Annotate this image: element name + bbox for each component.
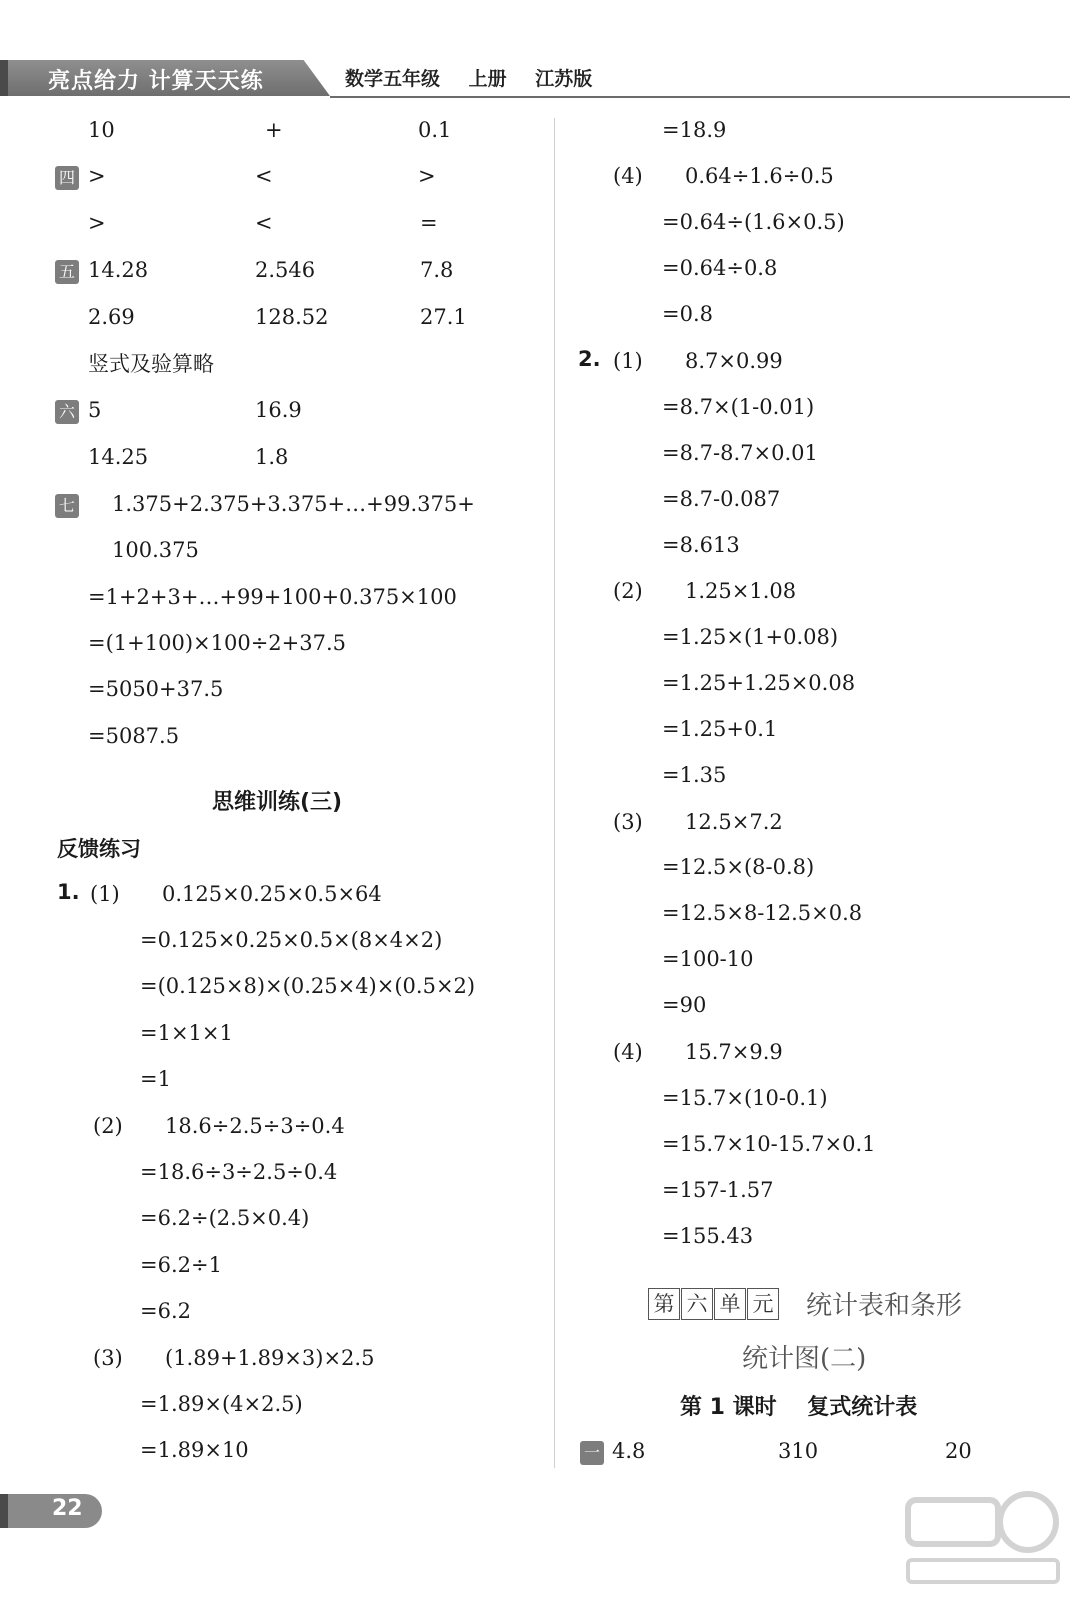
calc-line: 0.64÷1.6÷0.5 <box>685 164 834 188</box>
calc-line: =1.25+0.1 <box>662 717 778 741</box>
calc-line: =(0.125×8)×(0.25×4)×(0.5×2) <box>140 974 476 998</box>
calc-line: =12.5×(8-0.8) <box>662 855 815 879</box>
answer-cell: 4.8 <box>612 1439 646 1463</box>
answer-cell: 2.69 <box>88 305 135 329</box>
watermark-logo <box>898 1482 1068 1592</box>
part-label: (1) <box>613 349 643 373</box>
answer-cell: 27.1 <box>420 305 467 329</box>
answer-cell: 0.1 <box>418 118 452 142</box>
unit-char-box: 六 <box>681 1288 713 1320</box>
subject-label: 数学五年级 <box>345 68 441 90</box>
brand-title: 亮点给力 计算天天练 <box>48 69 264 94</box>
part-label: (2) <box>613 579 643 603</box>
unit-title-line1: 统计表和条形 <box>806 1291 963 1321</box>
page-header <box>0 56 1090 100</box>
section-badge-4: 四 <box>55 166 79 190</box>
answer-cell: > <box>88 211 106 235</box>
page-number: 22 <box>52 1496 83 1521</box>
answer-cell: > <box>88 164 106 188</box>
calc-line: =1.89×10 <box>140 1438 249 1462</box>
answer-cell: 1.8 <box>255 445 289 469</box>
answer-cell: 7.8 <box>420 258 454 282</box>
calc-line: =8.7-0.087 <box>662 487 781 511</box>
answer-cell: 14.25 <box>88 445 149 469</box>
calc-line: =15.7×10-15.7×0.1 <box>662 1132 876 1156</box>
calc-line: =1.25×(1+0.08) <box>662 625 839 649</box>
calc-line: 1.25×1.08 <box>685 579 797 603</box>
calc-line: =18.6÷3÷2.5÷0.4 <box>140 1160 338 1184</box>
answer-cell: 10 <box>88 118 115 142</box>
calc-line: =5087.5 <box>88 724 180 748</box>
calc-line: =8.613 <box>662 533 740 557</box>
calc-line: =(1+100)×100÷2+37.5 <box>88 631 347 655</box>
calc-line: (1.89+1.89×3)×2.5 <box>165 1346 375 1370</box>
unit-char-box: 元 <box>747 1288 779 1320</box>
calc-line: =157-1.57 <box>662 1178 774 1202</box>
calc-line: =12.5×8-12.5×0.8 <box>662 901 863 925</box>
answer-cell: 2.546 <box>255 258 316 282</box>
part-label: (3) <box>613 810 643 834</box>
calc-line: =0.8 <box>662 302 713 326</box>
calc-line: =15.7×(10-0.1) <box>662 1086 828 1110</box>
page-number-tab <box>0 1494 102 1528</box>
question-number: 2. <box>578 347 601 371</box>
part-label: (4) <box>613 164 643 188</box>
answer-cell: > <box>418 164 436 188</box>
calc-line: =155.43 <box>662 1224 754 1248</box>
part-label: (2) <box>93 1114 123 1138</box>
column-divider <box>554 118 555 1468</box>
calc-line: =8.7×(1-0.01) <box>662 395 815 419</box>
answer-cell: = <box>420 211 438 235</box>
section-title: 思维训练(三) <box>212 790 343 815</box>
answer-cell: 16.9 <box>255 398 302 422</box>
answer-cell: 5 <box>88 398 102 422</box>
note-text: 竖式及验算略 <box>88 352 214 376</box>
calc-line: =1 <box>140 1067 171 1091</box>
answer-cell: < <box>255 164 273 188</box>
answer-cell: 20 <box>945 1439 972 1463</box>
calc-line: =0.64÷(1.6×0.5) <box>662 210 845 234</box>
answer-cell: + <box>265 118 283 142</box>
calc-line: =8.7-8.7×0.01 <box>662 441 818 465</box>
calc-line: =0.125×0.25×0.5×(8×4×2) <box>140 928 443 952</box>
calc-line: =5050+37.5 <box>88 677 224 701</box>
calc-line: 12.5×7.2 <box>685 810 783 834</box>
unit-title-line2: 统计图(二) <box>742 1344 867 1374</box>
part-label: (1) <box>90 882 120 906</box>
calc-line: =1.89×(4×2.5) <box>140 1392 303 1416</box>
calc-line: =90 <box>662 993 707 1017</box>
calc-line: 0.125×0.25×0.5×64 <box>162 882 382 906</box>
lesson-title: 第 1 课时 复式统计表 <box>680 1395 918 1420</box>
part-label: (3) <box>93 1346 123 1370</box>
part-label: (4) <box>613 1040 643 1064</box>
header-rule <box>330 96 1070 98</box>
unit-char-box: 单 <box>714 1288 746 1320</box>
calc-line: =100-10 <box>662 947 754 971</box>
section-badge-5: 五 <box>55 260 79 284</box>
edition-label: 江苏版 <box>535 68 593 90</box>
unit-char-box: 第 <box>648 1288 680 1320</box>
calc-line: 8.7×0.99 <box>685 349 783 373</box>
answer-cell: 310 <box>778 1439 819 1463</box>
calc-line: 1.375+2.375+3.375+…+99.375+ <box>112 492 475 516</box>
calc-line: 18.6÷2.5÷3÷0.4 <box>165 1114 345 1138</box>
calc-line: =1×1×1 <box>140 1021 233 1045</box>
answer-cell: 128.52 <box>255 305 329 329</box>
calc-line: =1.35 <box>662 763 727 787</box>
volume-label: 上册 <box>468 68 507 90</box>
section-badge-1: 一 <box>580 1441 604 1465</box>
answer-cell: < <box>255 211 273 235</box>
sub-title: 反馈练习 <box>57 837 141 861</box>
calc-line: =0.64÷0.8 <box>662 256 778 280</box>
calc-line: =18.9 <box>662 118 727 142</box>
calc-line: =6.2 <box>140 1299 191 1323</box>
calc-line: 100.375 <box>112 538 199 562</box>
calc-line: =6.2÷1 <box>140 1253 222 1277</box>
answer-cell: 14.28 <box>88 258 149 282</box>
calc-line: =6.2÷(2.5×0.4) <box>140 1206 310 1230</box>
calc-line: =1+2+3+…+99+100+0.375×100 <box>88 585 457 609</box>
book-info <box>345 64 614 91</box>
section-badge-7: 七 <box>55 494 79 518</box>
calc-line: 15.7×9.9 <box>685 1040 783 1064</box>
section-badge-6: 六 <box>55 400 79 424</box>
calc-line: =1.25+1.25×0.08 <box>662 671 856 695</box>
question-number: 1. <box>57 880 80 904</box>
